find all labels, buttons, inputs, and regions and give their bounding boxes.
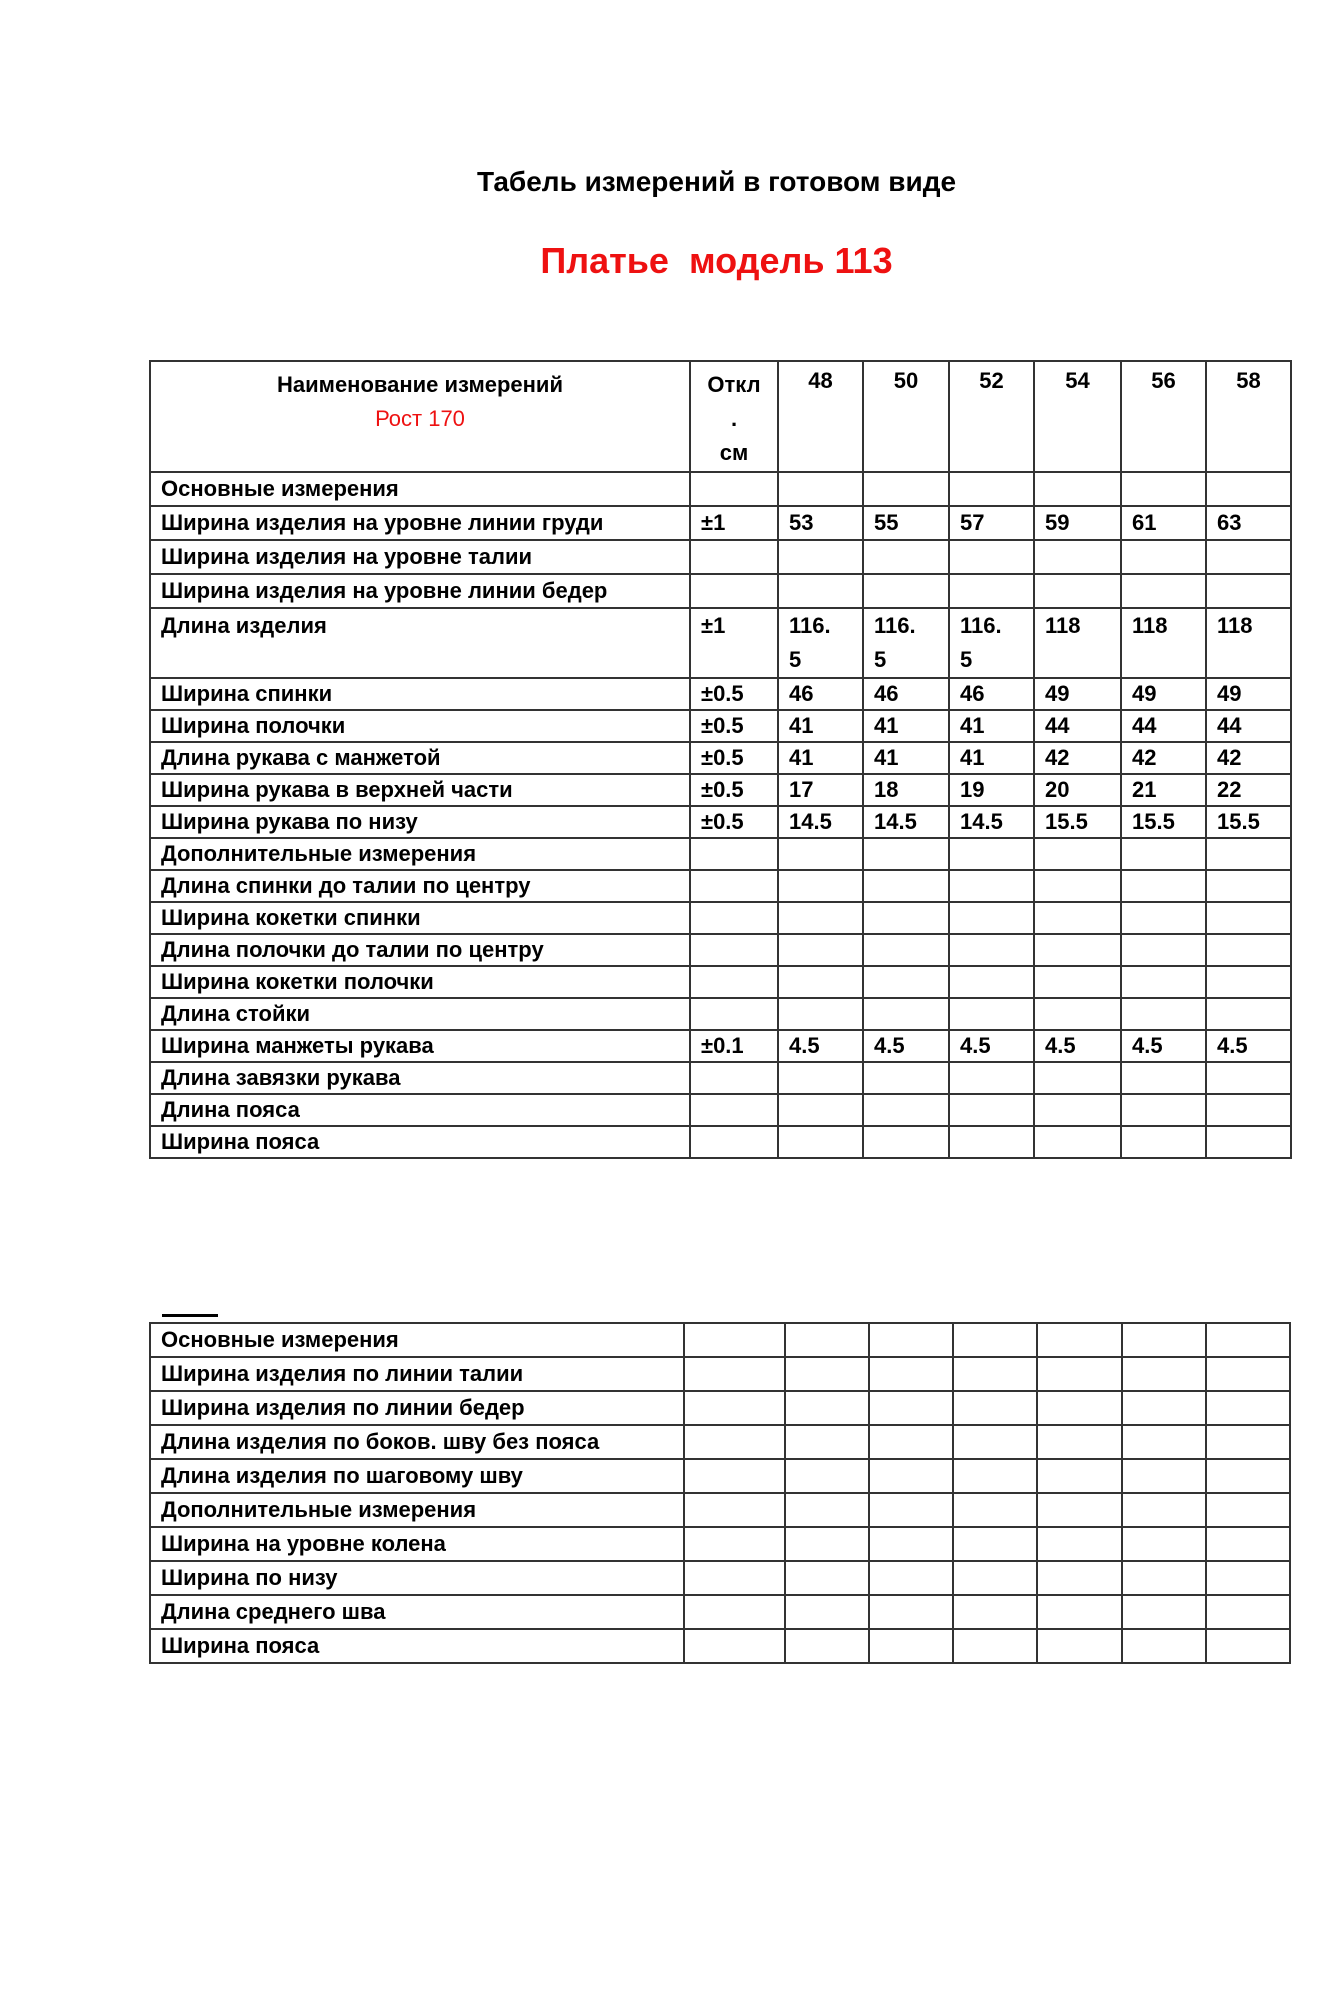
size-value-cell — [1206, 902, 1291, 934]
empty-value-cell — [1122, 1357, 1206, 1391]
empty-value-cell — [1037, 1391, 1122, 1425]
size-value-cell: 41 — [863, 710, 949, 742]
size-value-cell: 4.5 — [949, 1030, 1034, 1062]
empty-value-cell — [1122, 1595, 1206, 1629]
empty-value-cell — [869, 1357, 953, 1391]
size-value-cell: 61 — [1121, 506, 1206, 540]
measurement-label: Ширина спинки — [150, 678, 690, 710]
size-value-cell: 118 — [1206, 608, 1291, 678]
table-row — [150, 1357, 1290, 1391]
size-value-cell — [778, 966, 863, 998]
tolerance-cell — [690, 934, 778, 966]
empty-value-cell — [1206, 1391, 1290, 1425]
table-row — [150, 1030, 1291, 1062]
size-value-cell — [863, 1094, 949, 1126]
empty-value-cell — [869, 1595, 953, 1629]
size-value-cell: 41 — [863, 742, 949, 774]
size-value-cell — [778, 574, 863, 608]
size-value-cell — [949, 540, 1034, 574]
empty-value-cell — [1206, 1629, 1290, 1663]
empty-value-cell — [785, 1459, 869, 1493]
measurement-label: Дополнительные измерения — [150, 838, 690, 870]
size-value-cell — [1034, 902, 1121, 934]
table-row — [150, 902, 1291, 934]
empty-value-cell — [953, 1629, 1037, 1663]
size-value-cell — [949, 998, 1034, 1030]
size-value-cell: 46 — [949, 678, 1034, 710]
size-value-cell: 44 — [1034, 710, 1121, 742]
tolerance-cell: ±0.5 — [690, 742, 778, 774]
empty-value-cell — [953, 1425, 1037, 1459]
size-value-cell — [1206, 472, 1291, 506]
empty-value-cell — [953, 1527, 1037, 1561]
size-value-cell: 22 — [1206, 774, 1291, 806]
size-value-cell — [949, 1126, 1034, 1158]
empty-value-cell — [953, 1391, 1037, 1425]
size-value-cell: 4.5 — [1121, 1030, 1206, 1062]
table-row — [150, 1459, 1290, 1493]
empty-value-cell — [1037, 1323, 1122, 1357]
size-value-cell — [1206, 1062, 1291, 1094]
size-value-cell — [1034, 1062, 1121, 1094]
size-value-cell: 41 — [778, 710, 863, 742]
size-value-cell — [1034, 472, 1121, 506]
size-value-cell — [778, 998, 863, 1030]
empty-value-cell — [785, 1357, 869, 1391]
size-value-cell — [1206, 870, 1291, 902]
empty-value-cell — [1206, 1425, 1290, 1459]
tolerance-cell — [690, 902, 778, 934]
size-value-cell — [778, 934, 863, 966]
table-row — [150, 966, 1291, 998]
size-value-cell — [863, 870, 949, 902]
empty-value-cell — [1206, 1595, 1290, 1629]
size-value-cell — [1034, 1126, 1121, 1158]
size-value-cell: 53 — [778, 506, 863, 540]
size-value-cell — [949, 902, 1034, 934]
empty-value-cell — [869, 1425, 953, 1459]
table-row — [150, 774, 1291, 806]
size-value-cell: 4.5 — [1206, 1030, 1291, 1062]
table-row — [150, 710, 1291, 742]
size-value-cell — [949, 870, 1034, 902]
size-value-cell — [949, 1062, 1034, 1094]
size-value-cell: 41 — [778, 742, 863, 774]
size-value-cell — [949, 472, 1034, 506]
tolerance-cell: ±0.5 — [690, 678, 778, 710]
size-value-cell — [1121, 1062, 1206, 1094]
table-row — [150, 608, 1291, 678]
size-value-cell — [949, 1094, 1034, 1126]
size-value-cell: 44 — [1206, 710, 1291, 742]
size-value-cell: 15.5 — [1206, 806, 1291, 838]
measurement-label: Длина изделия — [150, 608, 690, 678]
size-value-cell: 19 — [949, 774, 1034, 806]
table-header-row — [150, 361, 1291, 472]
empty-value-cell — [1122, 1527, 1206, 1561]
size-value-cell: 41 — [949, 710, 1034, 742]
tolerance-cell: ±0.5 — [690, 774, 778, 806]
table-row — [150, 472, 1291, 506]
empty-value-cell — [869, 1527, 953, 1561]
size-value-cell: 118 — [1121, 608, 1206, 678]
measurement-label: Длина спинки до талии по центру — [150, 870, 690, 902]
empty-value-cell — [684, 1459, 785, 1493]
size-value-cell: 49 — [1206, 678, 1291, 710]
measurement-label: Ширина полочки — [150, 710, 690, 742]
measurement-label: Длина завязки рукава — [150, 1062, 690, 1094]
measurement-label: Длина рукава с манжетой — [150, 742, 690, 774]
table-row — [150, 838, 1291, 870]
size-value-cell: 14.5 — [863, 806, 949, 838]
tolerance-cell: ±0.5 — [690, 710, 778, 742]
empty-value-cell — [1037, 1561, 1122, 1595]
measurement-label: Основные измерения — [150, 472, 690, 506]
tolerance-cell — [690, 966, 778, 998]
separator-dash — [162, 1314, 218, 1317]
empty-value-cell — [1037, 1357, 1122, 1391]
empty-value-cell — [869, 1323, 953, 1357]
measurement-label: Длина стойки — [150, 998, 690, 1030]
empty-value-cell — [869, 1493, 953, 1527]
measurement-label: Ширина изделия по линии бедер — [150, 1391, 684, 1425]
empty-value-cell — [953, 1459, 1037, 1493]
tolerance-cell — [690, 870, 778, 902]
empty-value-cell — [953, 1323, 1037, 1357]
size-value-cell — [1034, 998, 1121, 1030]
size-value-cell — [1206, 1094, 1291, 1126]
empty-value-cell — [785, 1493, 869, 1527]
size-value-cell: 118 — [1034, 608, 1121, 678]
empty-value-cell — [684, 1357, 785, 1391]
empty-value-cell — [1206, 1323, 1290, 1357]
table-row — [150, 540, 1291, 574]
size-value-cell — [1121, 1094, 1206, 1126]
size-value-cell — [863, 998, 949, 1030]
empty-value-cell — [785, 1323, 869, 1357]
size-value-cell — [863, 838, 949, 870]
size-value-cell — [949, 838, 1034, 870]
empty-value-cell — [1122, 1561, 1206, 1595]
size-value-cell: 15.5 — [1034, 806, 1121, 838]
header-size-52: 52 — [949, 361, 1034, 472]
empty-value-cell — [869, 1459, 953, 1493]
size-value-cell — [1206, 574, 1291, 608]
header-size-50: 50 — [863, 361, 949, 472]
size-value-cell: 42 — [1121, 742, 1206, 774]
secondary-table-body — [150, 1323, 1290, 1663]
size-value-cell — [778, 1126, 863, 1158]
measurement-label: Ширина на уровне колена — [150, 1527, 684, 1561]
header-size-58: 58 — [1206, 361, 1291, 472]
tolerance-cell: ±1 — [690, 608, 778, 678]
size-value-cell — [1034, 1094, 1121, 1126]
size-value-cell: 46 — [863, 678, 949, 710]
empty-value-cell — [869, 1629, 953, 1663]
size-value-cell: 49 — [1121, 678, 1206, 710]
size-value-cell — [1034, 540, 1121, 574]
size-value-cell: 57 — [949, 506, 1034, 540]
secondary-measurements-table — [149, 1322, 1291, 1664]
header-name-label: Наименование измерений — [277, 372, 563, 397]
empty-value-cell — [684, 1493, 785, 1527]
size-value-cell: 20 — [1034, 774, 1121, 806]
empty-value-cell — [785, 1561, 869, 1595]
table-row — [150, 742, 1291, 774]
empty-value-cell — [869, 1561, 953, 1595]
tolerance-cell — [690, 998, 778, 1030]
size-value-cell — [1034, 966, 1121, 998]
table-row — [150, 1561, 1290, 1595]
size-value-cell: 44 — [1121, 710, 1206, 742]
empty-value-cell — [684, 1425, 785, 1459]
header-size-54: 54 — [1034, 361, 1121, 472]
empty-value-cell — [1206, 1527, 1290, 1561]
empty-value-cell — [1037, 1459, 1122, 1493]
size-value-cell — [1034, 574, 1121, 608]
document-title: Табель измерений в готовом виде — [476, 166, 957, 197]
measurement-label: Ширина рукава по низу — [150, 806, 690, 838]
size-value-cell — [863, 472, 949, 506]
empty-value-cell — [953, 1561, 1037, 1595]
size-value-cell: 55 — [863, 506, 949, 540]
measurements-table-body — [150, 472, 1291, 1158]
size-value-cell — [778, 1062, 863, 1094]
size-value-cell — [863, 540, 949, 574]
size-value-cell — [863, 934, 949, 966]
measurement-label: Длина среднего шва — [150, 1595, 684, 1629]
tolerance-cell — [690, 1094, 778, 1126]
size-value-cell — [778, 472, 863, 506]
table-row — [150, 870, 1291, 902]
tolerance-cell: ±0.5 — [690, 806, 778, 838]
measurement-label: Длина изделия по шаговому шву — [150, 1459, 684, 1493]
empty-value-cell — [1037, 1493, 1122, 1527]
size-value-cell: 14.5 — [949, 806, 1034, 838]
table-row — [150, 678, 1291, 710]
measurement-label: Ширина изделия на уровне линии груди — [150, 506, 690, 540]
size-value-cell: 4.5 — [778, 1030, 863, 1062]
table-row — [150, 1493, 1290, 1527]
measurement-label: Ширина изделия по линии талии — [150, 1357, 684, 1391]
table-row — [150, 1391, 1290, 1425]
size-value-cell — [1121, 838, 1206, 870]
empty-value-cell — [785, 1425, 869, 1459]
size-value-cell — [1121, 472, 1206, 506]
size-value-cell — [863, 902, 949, 934]
empty-value-cell — [684, 1323, 785, 1357]
measurement-label: Ширина изделия на уровне линии бедер — [150, 574, 690, 608]
measurement-label: Основные измерения — [150, 1323, 684, 1357]
size-value-cell — [1121, 574, 1206, 608]
empty-value-cell — [785, 1595, 869, 1629]
size-value-cell — [1034, 838, 1121, 870]
size-value-cell: 41 — [949, 742, 1034, 774]
empty-value-cell — [1037, 1629, 1122, 1663]
tolerance-cell — [690, 1126, 778, 1158]
empty-value-cell — [1122, 1459, 1206, 1493]
empty-value-cell — [684, 1595, 785, 1629]
size-value-cell — [1206, 998, 1291, 1030]
measurement-label: Дополнительные измерения — [150, 1493, 684, 1527]
size-value-cell — [778, 870, 863, 902]
table-row — [150, 1527, 1290, 1561]
empty-value-cell — [1206, 1493, 1290, 1527]
empty-value-cell — [785, 1629, 869, 1663]
size-value-cell — [1034, 870, 1121, 902]
size-value-cell — [863, 1126, 949, 1158]
size-value-cell — [1034, 934, 1121, 966]
size-value-cell: 17 — [778, 774, 863, 806]
tolerance-cell — [690, 1062, 778, 1094]
size-value-cell: 14.5 — [778, 806, 863, 838]
empty-value-cell — [684, 1629, 785, 1663]
size-value-cell — [1121, 902, 1206, 934]
size-value-cell: 21 — [1121, 774, 1206, 806]
size-value-cell: 46 — [778, 678, 863, 710]
size-value-cell: 116. 5 — [778, 608, 863, 678]
size-value-cell — [1206, 838, 1291, 870]
measurement-label: Длина изделия по боков. шву без пояса — [150, 1425, 684, 1459]
header-tolerance-label: Откл . см — [707, 372, 761, 465]
empty-value-cell — [1122, 1391, 1206, 1425]
empty-value-cell — [1037, 1527, 1122, 1561]
size-value-cell: 18 — [863, 774, 949, 806]
measurement-label: Ширина пояса — [150, 1629, 684, 1663]
measurement-label: Ширина по низу — [150, 1561, 684, 1595]
height-label: Рост 170 — [375, 406, 465, 431]
tolerance-cell: ±1 — [690, 506, 778, 540]
empty-value-cell — [869, 1391, 953, 1425]
size-value-cell: 42 — [1034, 742, 1121, 774]
empty-value-cell — [684, 1561, 785, 1595]
size-value-cell — [778, 838, 863, 870]
tolerance-cell — [690, 838, 778, 870]
table-row — [150, 1062, 1291, 1094]
table-row — [150, 998, 1291, 1030]
empty-value-cell — [785, 1391, 869, 1425]
measurement-label: Ширина рукава в верхней части — [150, 774, 690, 806]
size-value-cell: 116. 5 — [949, 608, 1034, 678]
header-size-56: 56 — [1121, 361, 1206, 472]
measurement-label: Длина пояса — [150, 1094, 690, 1126]
size-value-cell: 4.5 — [863, 1030, 949, 1062]
measurement-label: Ширина манжеты рукава — [150, 1030, 690, 1062]
size-value-cell: 59 — [1034, 506, 1121, 540]
empty-value-cell — [785, 1527, 869, 1561]
size-value-cell — [778, 540, 863, 574]
empty-value-cell — [1206, 1459, 1290, 1493]
size-value-cell — [1121, 966, 1206, 998]
size-value-cell — [863, 574, 949, 608]
size-value-cell — [778, 902, 863, 934]
empty-value-cell — [953, 1493, 1037, 1527]
table-row — [150, 506, 1291, 540]
size-value-cell: 116. 5 — [863, 608, 949, 678]
size-value-cell — [863, 966, 949, 998]
size-value-cell — [1121, 540, 1206, 574]
size-value-cell: 15.5 — [1121, 806, 1206, 838]
size-value-cell — [778, 1094, 863, 1126]
empty-value-cell — [684, 1391, 785, 1425]
empty-value-cell — [1206, 1357, 1290, 1391]
empty-value-cell — [1122, 1629, 1206, 1663]
size-value-cell: 4.5 — [1034, 1030, 1121, 1062]
size-value-cell: 63 — [1206, 506, 1291, 540]
measurement-label: Ширина кокетки полочки — [150, 966, 690, 998]
empty-value-cell — [1122, 1425, 1206, 1459]
size-value-cell — [1121, 998, 1206, 1030]
measurement-label: Ширина кокетки спинки — [150, 902, 690, 934]
size-value-cell — [1206, 966, 1291, 998]
size-value-cell — [1121, 1126, 1206, 1158]
table-row — [150, 1126, 1291, 1158]
table-row — [150, 1094, 1291, 1126]
tolerance-cell: ±0.1 — [690, 1030, 778, 1062]
table-row — [150, 1323, 1290, 1357]
size-value-cell: 42 — [1206, 742, 1291, 774]
header-tolerance — [690, 361, 778, 472]
model-title: Платье модель 113 — [540, 240, 893, 281]
table-row — [150, 934, 1291, 966]
measurement-label: Ширина пояса — [150, 1126, 690, 1158]
empty-value-cell — [1122, 1493, 1206, 1527]
measurements-table — [149, 360, 1292, 1159]
size-value-cell: 49 — [1034, 678, 1121, 710]
empty-value-cell — [684, 1527, 785, 1561]
size-value-cell — [949, 934, 1034, 966]
size-value-cell — [863, 1062, 949, 1094]
table-row — [150, 806, 1291, 838]
tolerance-cell — [690, 540, 778, 574]
size-value-cell — [949, 966, 1034, 998]
empty-value-cell — [953, 1357, 1037, 1391]
table-row — [150, 574, 1291, 608]
size-value-cell — [1206, 540, 1291, 574]
size-value-cell — [1206, 934, 1291, 966]
header-name-cell — [150, 361, 690, 472]
empty-value-cell — [1206, 1561, 1290, 1595]
tolerance-cell — [690, 574, 778, 608]
empty-value-cell — [1122, 1323, 1206, 1357]
table-row — [150, 1629, 1290, 1663]
empty-value-cell — [953, 1595, 1037, 1629]
size-value-cell — [1121, 870, 1206, 902]
measurement-label: Длина полочки до талии по центру — [150, 934, 690, 966]
empty-value-cell — [1037, 1595, 1122, 1629]
size-value-cell — [1206, 1126, 1291, 1158]
size-value-cell — [1121, 934, 1206, 966]
table-row — [150, 1425, 1290, 1459]
size-value-cell — [949, 574, 1034, 608]
table-row — [150, 1595, 1290, 1629]
empty-value-cell — [1037, 1425, 1122, 1459]
tolerance-cell — [690, 472, 778, 506]
header-size-48: 48 — [778, 361, 863, 472]
measurement-label: Ширина изделия на уровне талии — [150, 540, 690, 574]
